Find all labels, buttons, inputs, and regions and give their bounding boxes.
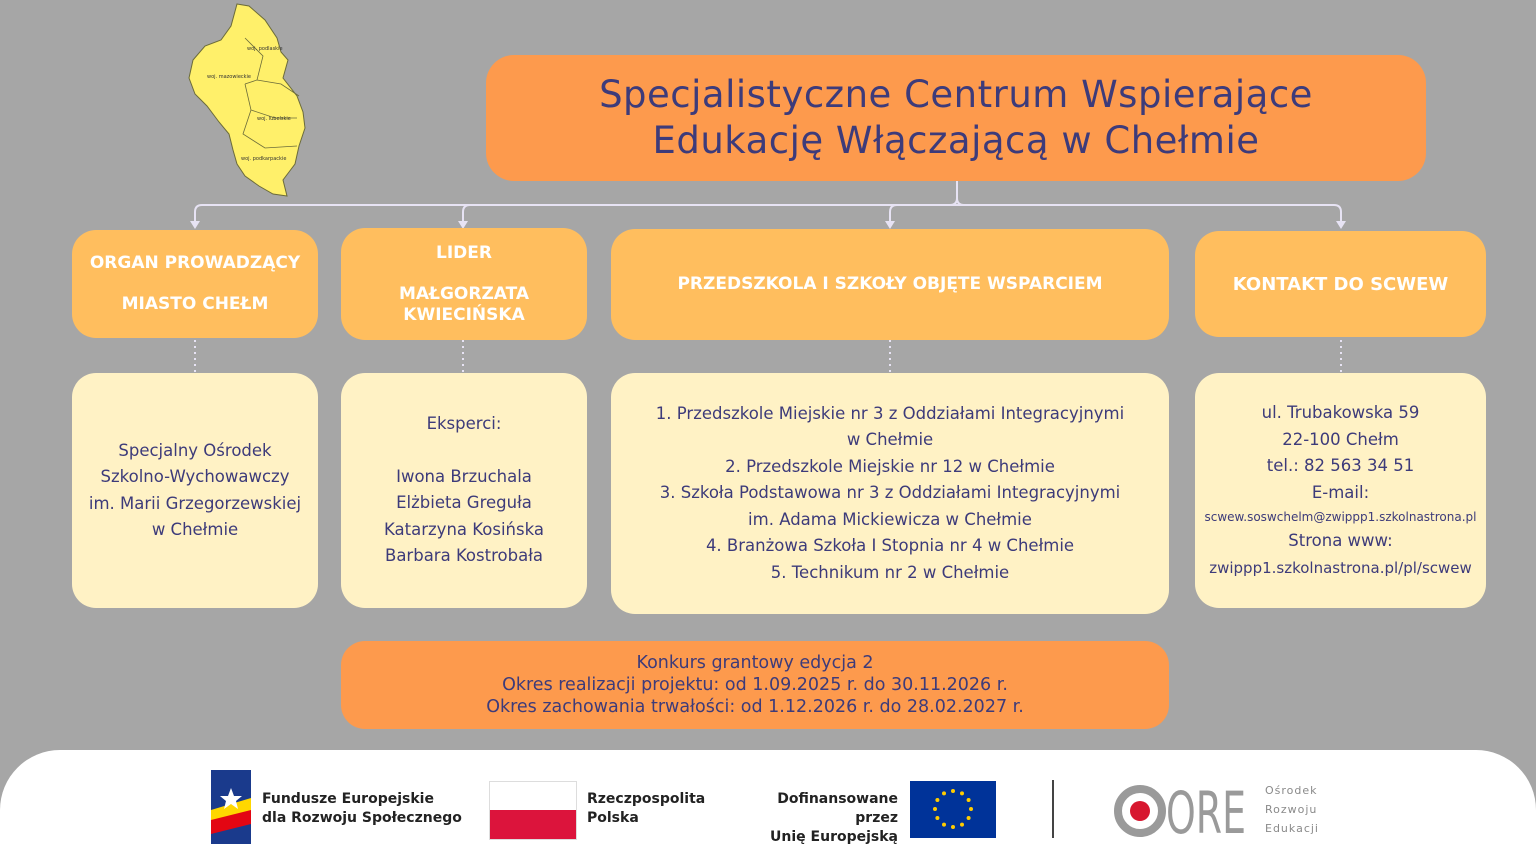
title-line-1: Specjalistyczne Centrum Wspierające	[599, 73, 1313, 116]
header-organ-line-1: ORGAN PROWADZĄCY	[89, 253, 301, 273]
card-schools	[611, 373, 1169, 614]
header-contact-line-1: KONTAKT DO SCWEW	[1232, 273, 1449, 295]
title-line-2: Edukację Włączającą w Chełmie	[652, 119, 1260, 162]
header-organ-line-2: MIASTO CHEŁM	[121, 294, 269, 314]
contact-www-link[interactable]: zwippp1.szkolnastrona.pl/pl/scwew	[1209, 558, 1472, 577]
connector-drop-1	[195, 205, 202, 222]
region-label-3: woj. lubelskie	[257, 116, 291, 122]
contact-email-label: E-mail:	[1311, 482, 1370, 502]
polish-flag-icon	[489, 781, 577, 840]
card-schools-line-6: 4. Branżowa Szkoła I Stopnia nr 4 w Chełmie	[705, 536, 1075, 556]
arrow-1	[190, 221, 200, 229]
ore-logo-line-3: Edukacji	[1265, 822, 1319, 835]
fe-logo-line-2: dla Rozwoju Społecznego	[262, 810, 462, 826]
fe-logo-text	[262, 790, 462, 828]
card-schools-line-3: 2. Przedszkole Miejskie nr 12 w Chełmie	[725, 456, 1055, 476]
ore-logo-icon	[1110, 781, 1250, 841]
contact-phone[interactable]: tel.: 82 563 34 51	[1266, 456, 1415, 475]
arrow-4	[1336, 221, 1346, 229]
rp-logo-text	[587, 790, 705, 828]
fe-logo-icon	[211, 770, 251, 844]
connector-drop-3	[890, 205, 897, 222]
contact-www-label: Strona www:	[1288, 531, 1393, 550]
header-lider-line-2: MAŁGORZATA	[398, 283, 530, 304]
card-schools-line-7: 5. Technikum nr 2 w Chełmie	[770, 562, 1010, 582]
card-organ-line-4: w Chełmie	[151, 520, 239, 539]
region-label-4: woj. podkarpackie	[241, 156, 287, 162]
header-lider-line-3: KWIECIŃSKA	[403, 304, 525, 325]
region-label-1: woj. podlaskie	[247, 46, 283, 52]
connector-drop-2	[463, 205, 470, 222]
card-organ	[72, 373, 318, 608]
card-contact	[1195, 373, 1486, 608]
card-schools-line-4: 3. Szkoła Podstawowa nr 3 z Oddziałami Integracyjnymi	[659, 483, 1121, 503]
ore-logo-line-1: Ośrodek	[1265, 784, 1318, 797]
fe-logo-line-1: Fundusze Europejskie	[262, 791, 434, 807]
card-organ-line-3: im. Marii Grzegorzewskiej	[88, 493, 302, 513]
card-experts-line-2: Elżbieta Greguła	[396, 493, 532, 513]
grant-info-line-3: Okres zachowania trwałości: od 1.12.2026 r. do 28.02.2027 r.	[486, 697, 1024, 717]
card-organ-line-1: Specjalny Ośrodek	[118, 440, 272, 460]
header-lider-line-1: LIDER	[436, 242, 492, 263]
card-schools-line-1: 1. Przedszkole Miejskie nr 3 z Oddziałami Integracyjnymi	[655, 403, 1125, 423]
ore-mark: ORE	[1166, 781, 1246, 841]
card-organ-line-2: Szkolno-Wychowawczy	[100, 467, 290, 486]
contact-city: 22-100 Chełm	[1282, 429, 1399, 449]
card-schools-line-5: im. Adama Mickiewicza w Chełmie	[748, 509, 1032, 529]
card-experts	[341, 373, 587, 608]
card-experts-intro: Eksperci:	[426, 414, 502, 434]
contact-street: ul. Trubakowska 59	[1261, 403, 1420, 422]
card-experts-line-4: Barbara Kostrobała	[385, 546, 543, 566]
card-schools-line-2: w Chełmie	[846, 430, 934, 450]
connector-drop-4	[1334, 205, 1341, 222]
connector-stem	[950, 181, 964, 205]
eu-logo-line-2: Unię Europejską	[770, 829, 898, 845]
eu-flag-icon	[910, 781, 996, 838]
header-schools-line-1: PRZEDSZKOLA I SZKOŁY OBJĘTE WSPARCIEM	[677, 274, 1103, 294]
header-organ	[72, 230, 318, 338]
ore-logo-text	[1265, 781, 1319, 838]
card-experts-line-3: Katarzyna Kosińska	[384, 519, 544, 539]
grant-info-line-2: Okres realizacji projektu: od 1.09.2025 r. do 30.11.2026 r.	[502, 675, 1008, 695]
ore-logo-line-2: Rozwoju	[1265, 803, 1318, 816]
eu-logo-text	[730, 790, 898, 847]
region-label-2: woj. mazowieckie	[207, 74, 251, 80]
card-experts-line-1: Iwona Brzuchala	[396, 466, 532, 486]
contact-email-link[interactable]: scwew.soswchelm@zwippp1.szkolnastrona.pl	[1204, 510, 1477, 524]
grant-info-line-1: Konkurs grantowy edycja 2	[636, 653, 874, 673]
header-lider	[341, 228, 587, 340]
arrow-3	[885, 221, 895, 229]
header-contact	[1195, 231, 1486, 337]
logo-divider	[1052, 780, 1054, 838]
rp-logo-line-2: Polska	[587, 810, 639, 826]
eu-logo-line-1: Dofinansowane przez	[777, 791, 898, 826]
rp-logo-line-1: Rzeczpospolita	[587, 791, 706, 807]
grant-info-box	[341, 641, 1169, 729]
header-schools	[611, 229, 1169, 340]
